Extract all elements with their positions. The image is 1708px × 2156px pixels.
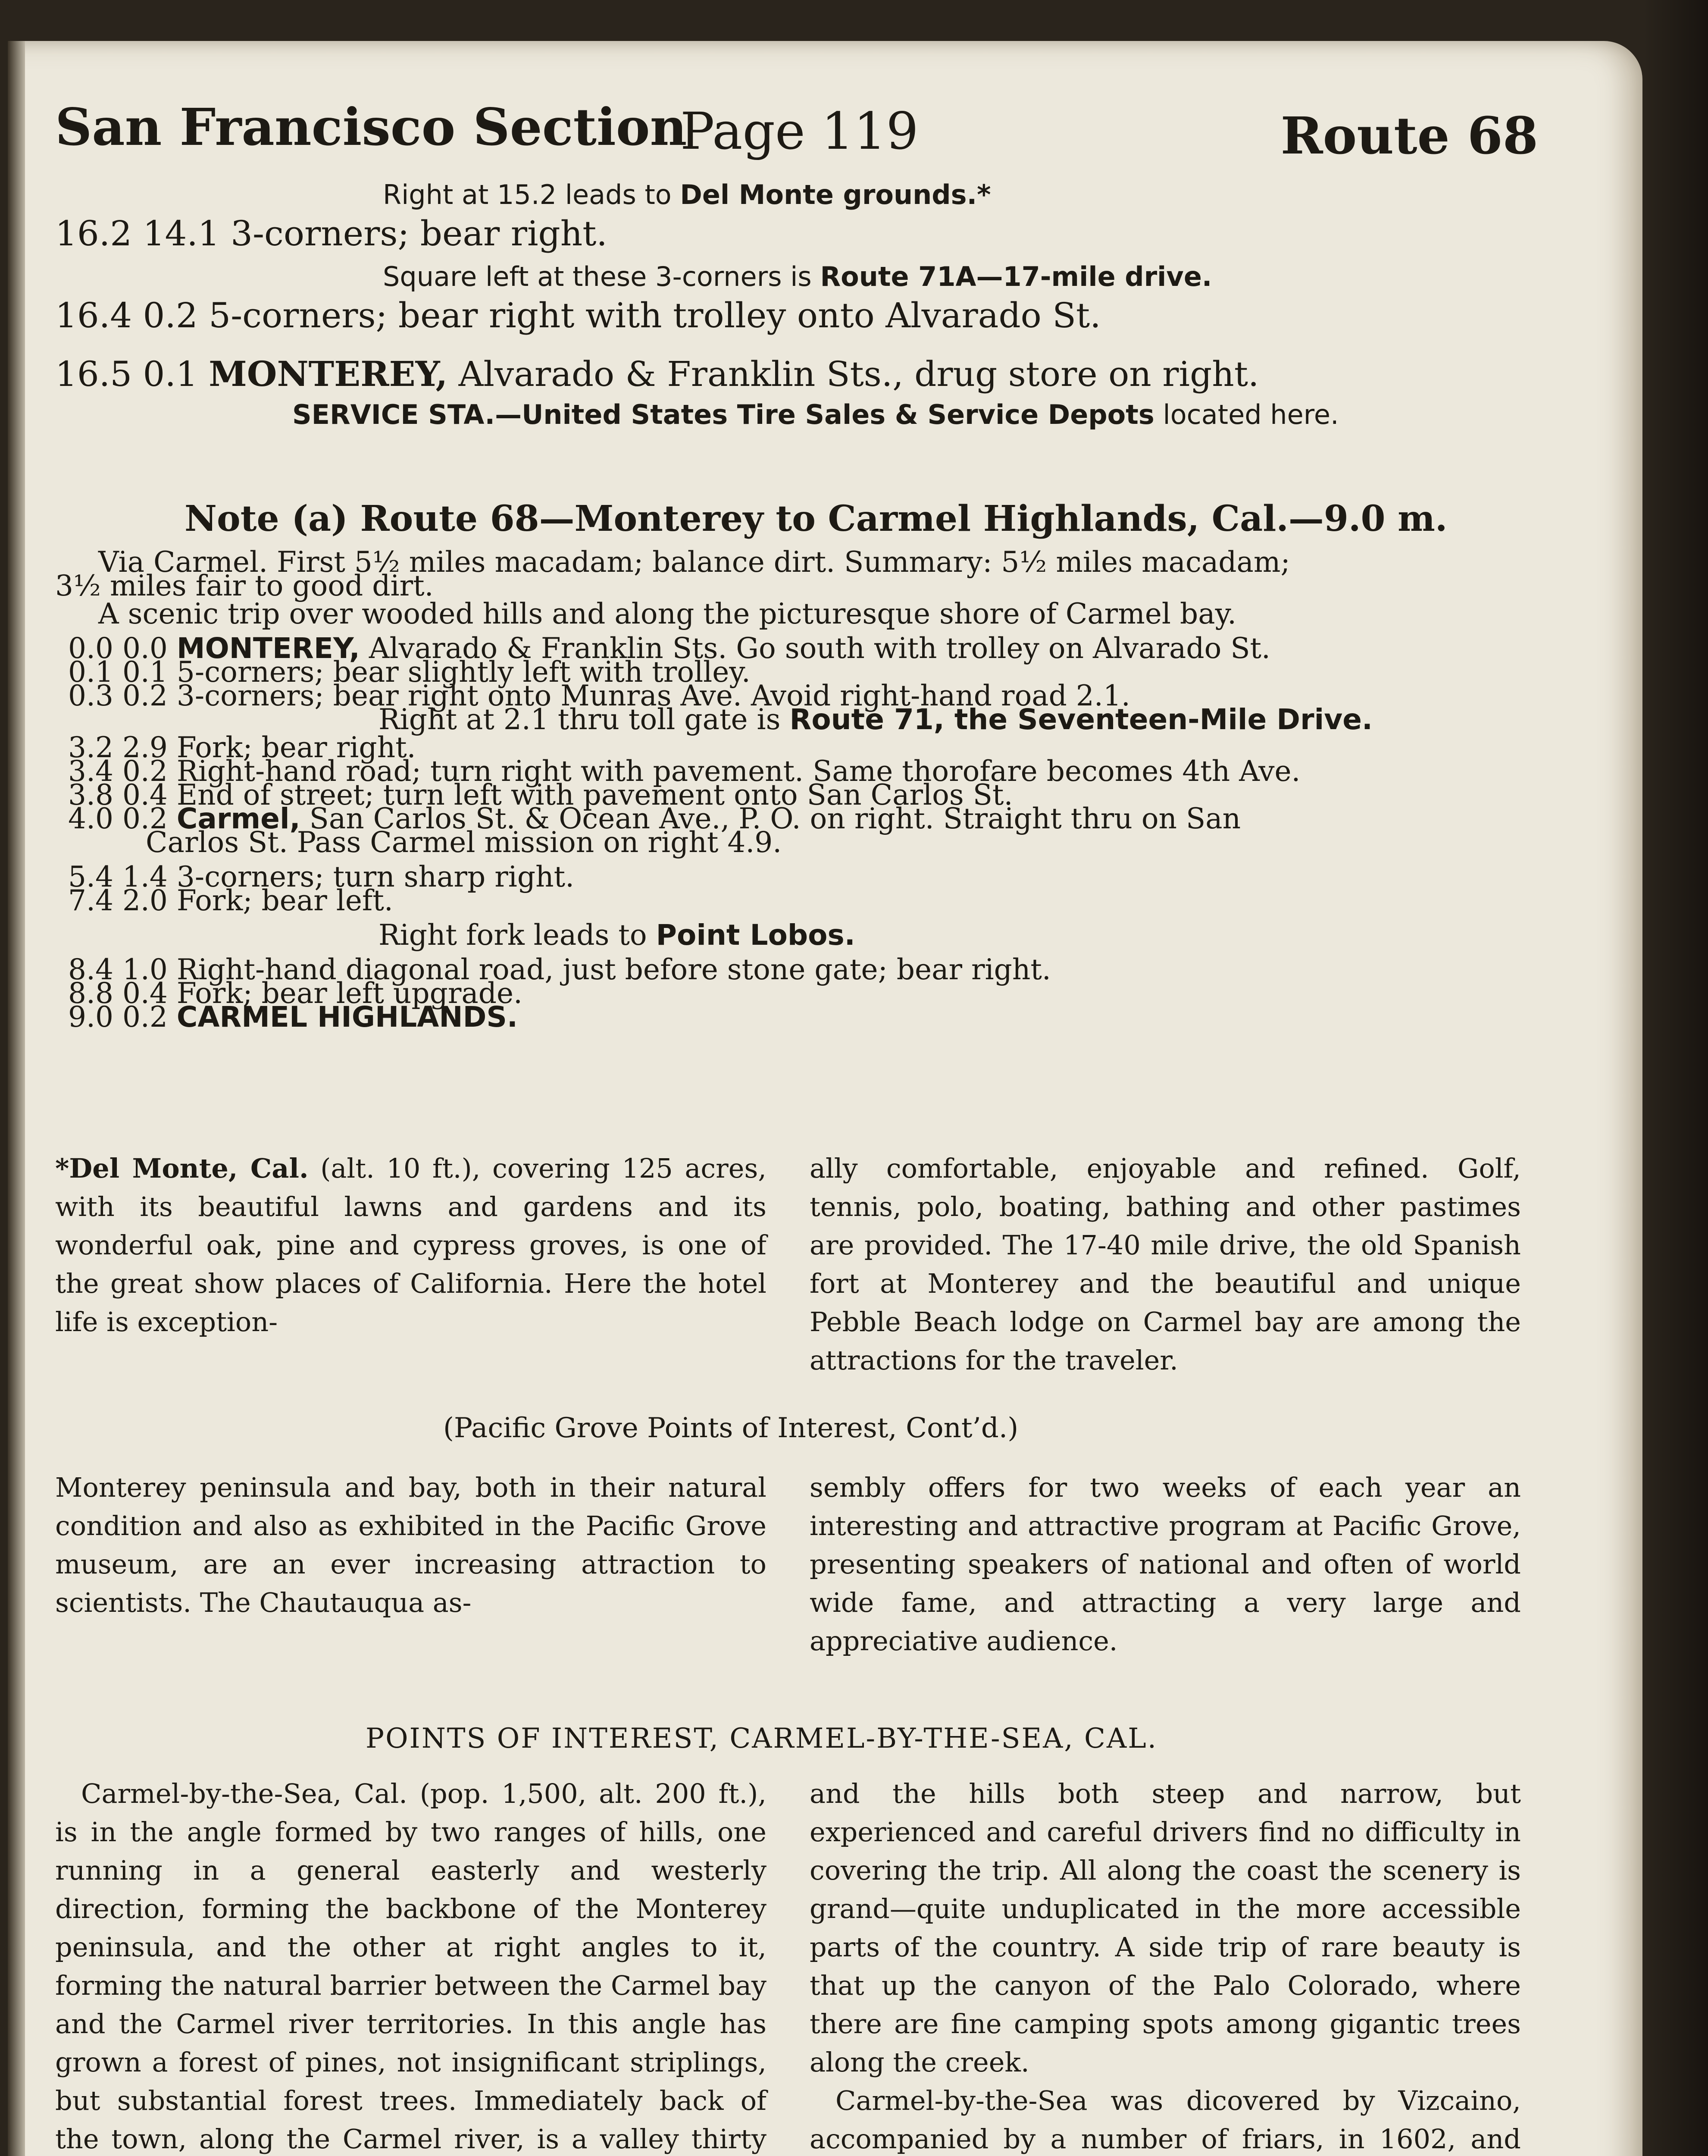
carmel-heading: POINTS OF INTEREST, CARMEL-BY-THE-SEA, CAL. — [366, 1723, 1158, 1755]
note-line: Right at 2.1 thru toll gate is Route 71, the Seventeen-Mile Drive. — [379, 703, 1373, 736]
note-line: 3.2 2.9 Fork; bear right. — [68, 731, 416, 764]
note-line: 3.4 0.2 Right-hand road; turn right with pavement. Same thorofare becomes 4th Ave. — [68, 755, 1301, 788]
note-title: Note (a) Route 68—Monterey to Carmel Highlands, Cal.—9.0 m. — [185, 498, 1448, 539]
note-line: Right fork leads to Point Lobos. — [379, 918, 855, 952]
route-line: 16.5 0.1 MONTEREY, Alvarado & Franklin Sts., drug store on right. — [55, 354, 1259, 394]
carmel-left-column: Carmel-by-the-Sea, Cal. (pop. 1,500, alt. 200 ft.), is in the angle formed by two ranges of hills, one running in a general easterly and westerly direction, forming the backbone of the Monterey peninsula, and the other at right angles to it, forming the natural barrier between the Carmel bay and the Carmel river territories. In this angle has grown a forest of pines, not insignificant striplings, but substantial forest trees. Immediately back of the town, along the Carmel river, is a valley thirty — [55, 1778, 766, 2155]
carmel-right-column: and the hills both steep and narrow, but experienced and careful drivers find no difficulty in covering the trip. All along the coast the scenery is grand—quite unduplicated in the more accessible parts of the country. A side trip of rare beauty is that up the canyon of the Palo Colorado, where there are fine camping spots among gigantic trees along the creek. Carmel-by-the-Sea was dicovered by Vizcaino, accompanied by a number of friars, in 1602, and — [810, 1778, 1521, 2155]
note-line: Carlos St. Pass Carmel mission on right 4.9. — [146, 826, 782, 859]
note-line: 3½ miles fair to good dirt. — [55, 569, 434, 602]
note-line: Via Carmel. First 5½ miles macadam; balance dirt. Summary: 5½ miles macadam; — [98, 545, 1290, 579]
pacific-grove-heading: (Pacific Grove Points of Interest, Cont’d.) — [443, 1412, 1019, 1444]
delmonte-left: *Del Monte, Cal. (alt. 10 ft.), covering 125 acres, with its beautiful lawns and gardens and its wonderful oak, pine and cypress groves, is one of the great show places of California. Here the hotel life is exception- — [55, 1153, 766, 1338]
note-line: A scenic trip over wooded hills and along the picturesque shore of Carmel bay. — [98, 597, 1237, 630]
page-number: Page 119 — [680, 101, 919, 161]
book-edge — [1643, 0, 1708, 2156]
delmonte-right: ally comfortable, enjoyable and refined. Golf, tennis, polo, boating, bathing and other pastimes are provided. The 17-40 mile drive, the old Spanish fort at Monterey and the beautiful and unique Pebble Beach lodge on Carmel bay are among the attractions for the traveler. — [810, 1153, 1521, 1376]
route-line: Right at 15.2 leads to Del Monte grounds.* — [383, 179, 991, 210]
route-line: SERVICE STA.—United States Tire Sales & Service Depots located here. — [292, 399, 1339, 430]
note-line: 7.4 2.0 Fork; bear left. — [68, 884, 393, 917]
page-binding — [8, 41, 25, 2156]
note-line: 0.0 0.0 MONTEREY, Alvarado & Franklin Sts. Go south with trolley on Alvarado St. — [68, 632, 1271, 665]
pacific-right: sembly offers for two weeks of each year an interesting and attractive program at Pacific Grove, presenting speakers of national and often of world wide fame, and attracting a very large and appreciative audience. — [810, 1472, 1521, 1657]
route-title: Route 68 — [1280, 106, 1538, 166]
note-line: 0.3 0.2 3-corners; bear right onto Munras Ave. Avoid right-hand road 2.1. — [68, 679, 1130, 712]
section-title: San Francisco Section — [55, 97, 687, 157]
note-line: 4.0 0.2 Carmel, San Carlos St. & Ocean Ave., P. O. on right. Straight thru on San — [68, 802, 1241, 835]
page-header — [55, 97, 1538, 175]
note-line: 8.8 0.4 Fork; bear left upgrade. — [68, 977, 523, 1010]
book-page — [8, 41, 1642, 2156]
note-line: 9.0 0.2 CARMEL HIGHLANDS. — [68, 1000, 518, 1034]
note-line: 5.4 1.4 3-corners; turn sharp right. — [68, 860, 575, 893]
route-line: 16.4 0.2 5-corners; bear right with trolley onto Alvarado St. — [55, 295, 1101, 335]
note-line: 3.8 0.4 End of street; turn left with pavement onto San Carlos St. — [68, 778, 1013, 812]
note-line: 8.4 1.0 Right-hand diagonal road, just before stone gate; bear right. — [68, 953, 1051, 986]
pacific-left: Monterey peninsula and bay, both in their natural condition and also as exhibited in the Pacific Grove museum, are an ever increasing attraction to scientists. The Chautauqua as- — [55, 1472, 766, 1618]
route-line: 16.2 14.1 3-corners; bear right. — [55, 213, 607, 254]
note-line: 0.1 0.1 5-corners; bear slightly left with trolley. — [68, 655, 751, 689]
route-line: Square left at these 3-corners is Route 71A—17-mile drive. — [383, 261, 1212, 292]
